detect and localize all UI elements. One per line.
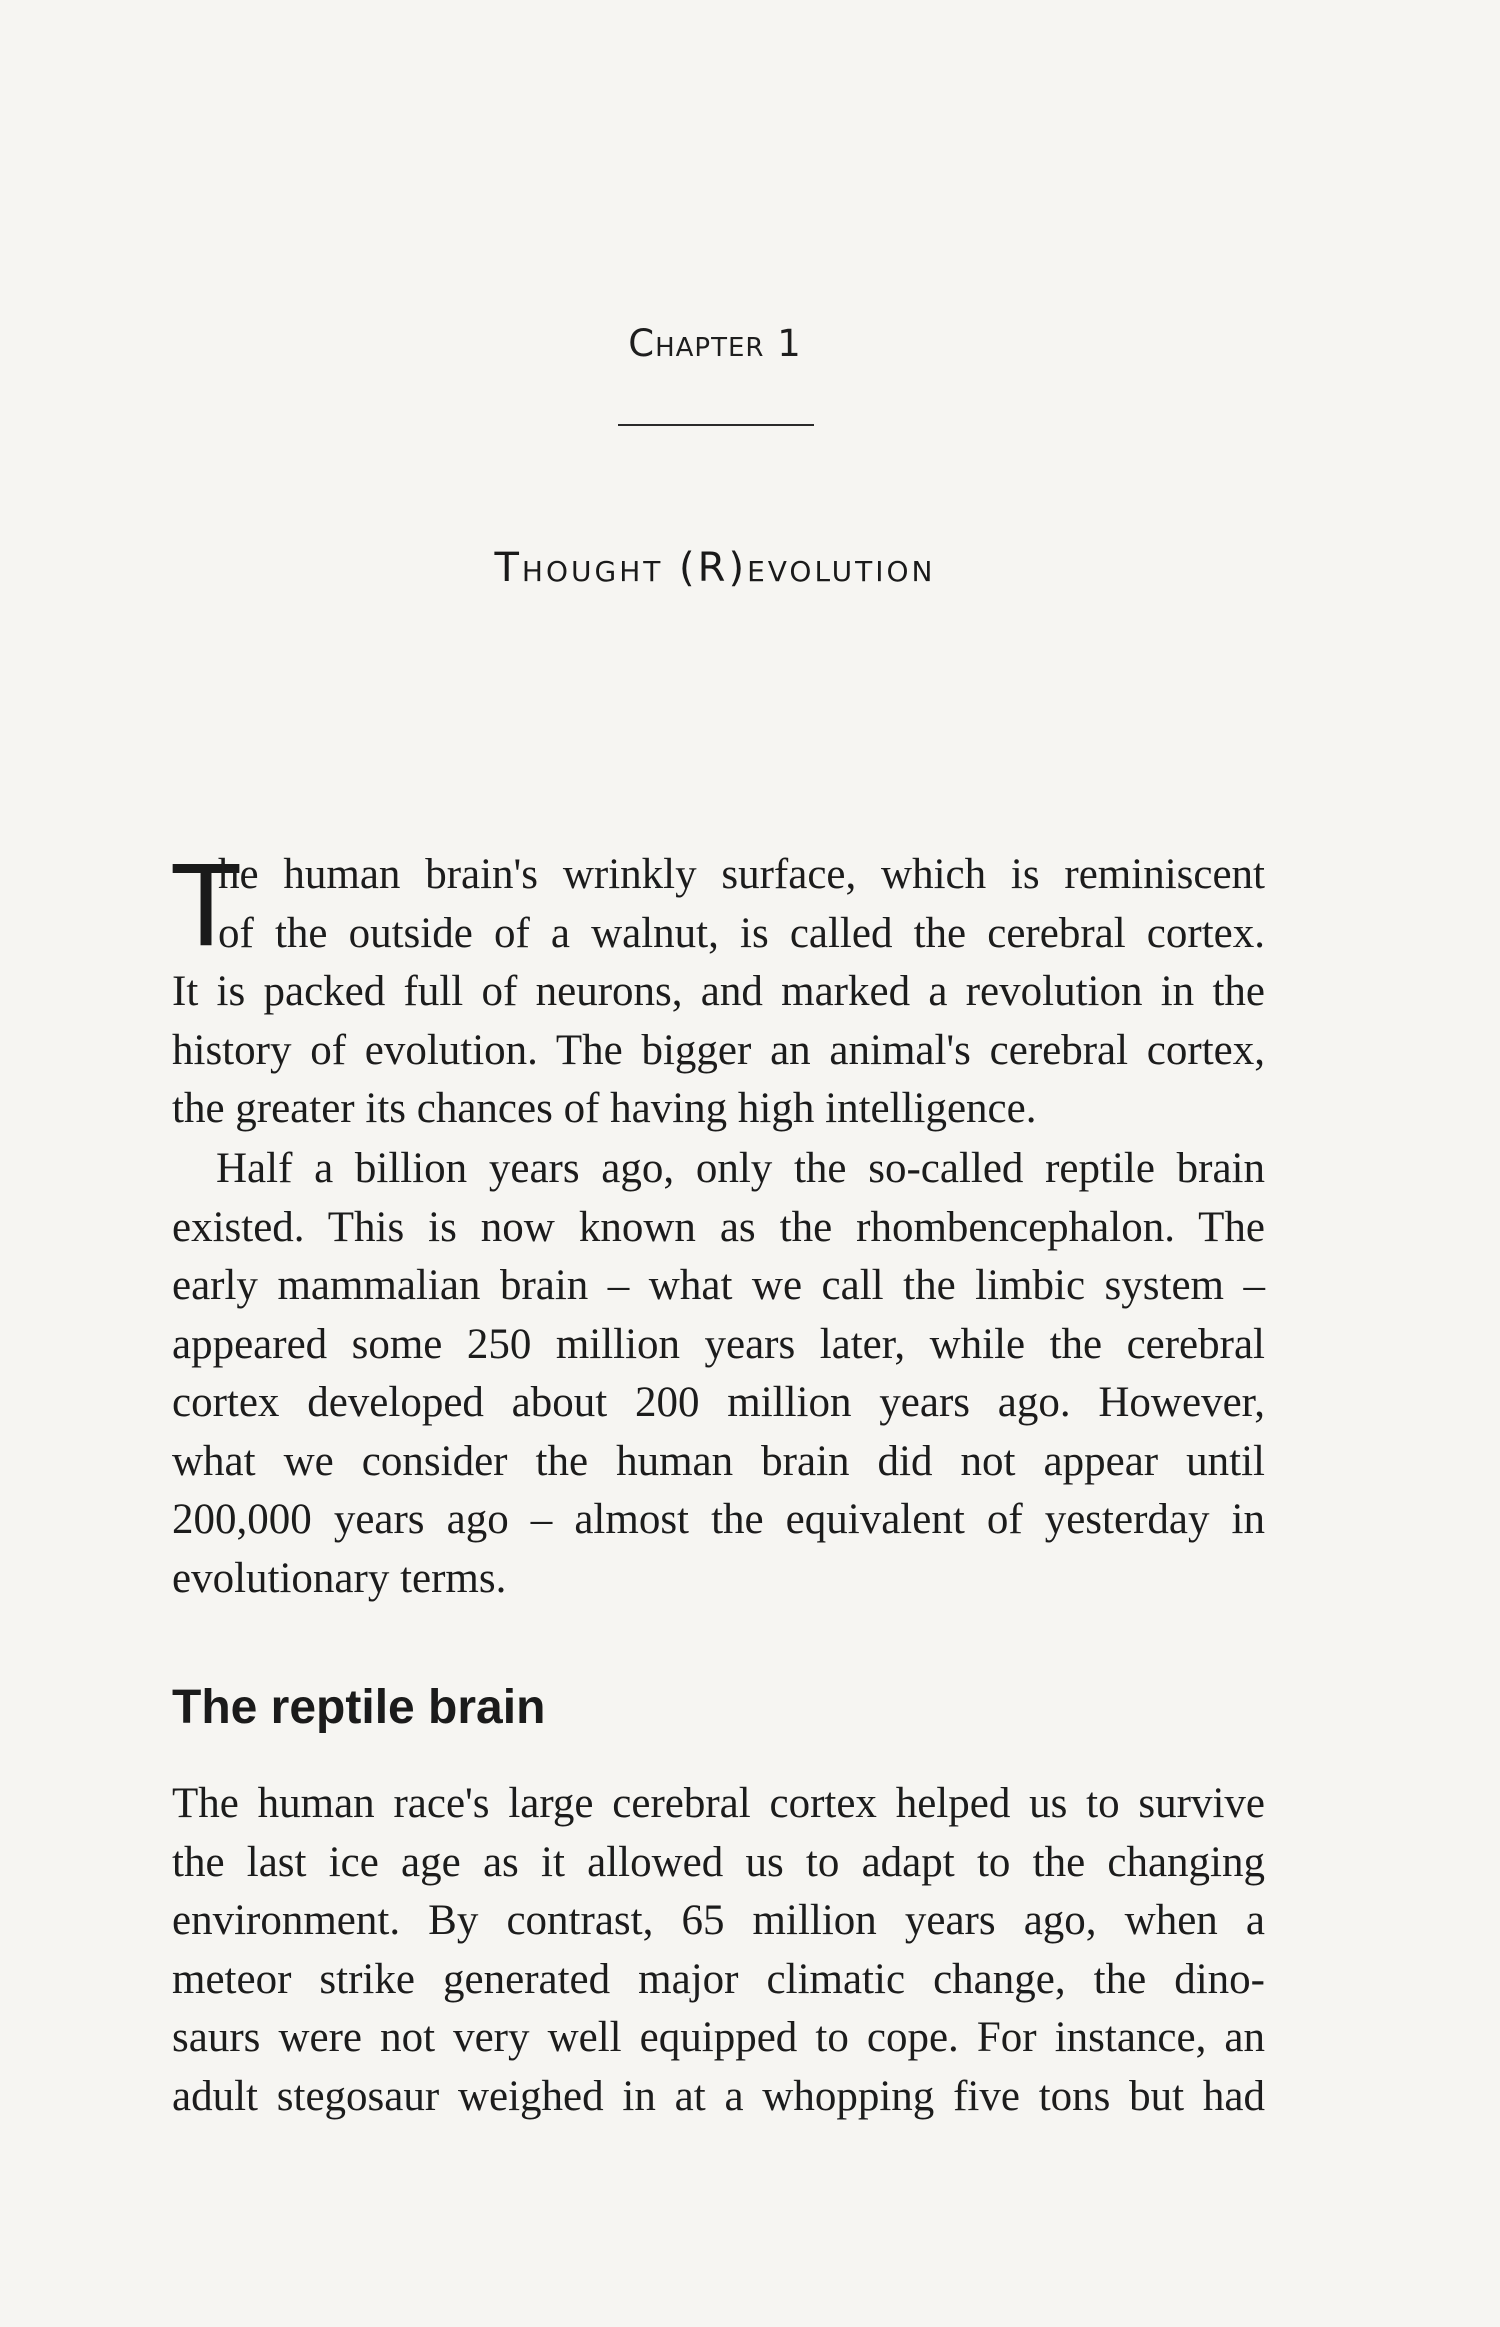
text-line: existed. This is now known as the rhombencephalon. The <box>172 1203 1265 1251</box>
text-line: the last ice age as it allowed us to adapt to the changing <box>172 1838 1265 1886</box>
drop-cap: T <box>170 839 243 971</box>
text-line: evolutionary terms. <box>172 1554 507 1602</box>
text-line: of the outside of a walnut, is called the cerebral cortex. <box>218 909 1265 957</box>
text-line: early mammalian brain – what we call the limbic system – <box>172 1262 1265 1309</box>
second-paragraph <box>172 1140 1265 1608</box>
text-line: the greater its chances of having high intelligence. <box>172 1085 1037 1132</box>
text-line: environment. By contrast, 65 million years ago, when a <box>172 1897 1265 1944</box>
text-line: It is packed full of neurons, and marked a revolution in the <box>172 968 1265 1015</box>
text-line: appeared some 250 million years later, while the cerebral <box>172 1320 1265 1368</box>
chapter-label: Chapter 1 <box>628 322 802 365</box>
section-paragraph <box>172 1775 1265 2126</box>
text-line: saurs were not very well equipped to cope. For instance, an <box>172 2014 1265 2061</box>
intro-paragraph <box>170 839 1265 1139</box>
text-line: what we consider the human brain did not appear until <box>172 1437 1265 1485</box>
section-heading: The reptile brain <box>172 1681 546 1734</box>
text-line: adult stegosaur weighed in at a whopping five tons but had <box>172 2072 1265 2120</box>
chapter-title: Thought (R)evolution <box>494 545 936 591</box>
text-line: cortex developed about 200 million years ago. However, <box>172 1379 1265 1426</box>
text-line: Half a billion years ago, only the so-called reptile brain <box>216 1145 1265 1192</box>
text-line: history of evolution. The bigger an animal's cerebral cortex, <box>172 1026 1265 1074</box>
chapter-divider <box>618 424 814 426</box>
text-line: 200,000 years ago – almost the equivalent of yesterday in <box>172 1496 1265 1543</box>
text-line: meteor strike generated major climatic change, the dino- <box>172 1955 1265 2003</box>
text-line: he human brain's wrinkly surface, which is reminiscent <box>218 851 1265 898</box>
text-line: The human race's large cerebral cortex helped us to survive <box>172 1780 1265 1827</box>
